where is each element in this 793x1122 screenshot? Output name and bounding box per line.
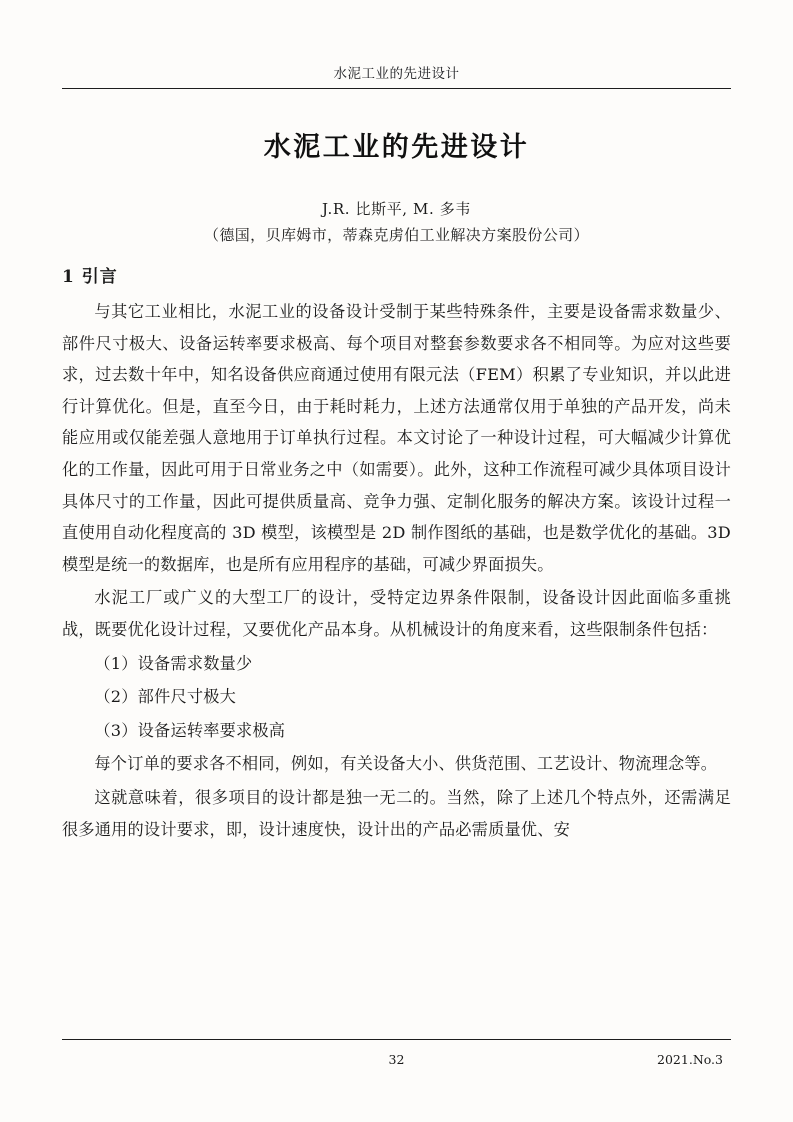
list-item: （3）设备运转率要求极高: [94, 720, 286, 740]
author-list: J.R. 比斯平, M. 多韦: [322, 200, 471, 218]
list-item: （2）部件尺寸极大: [94, 687, 236, 707]
paragraph: 水泥工厂或广义的大型工厂的设计，受特定边界条件限制，设备设计因此面临多重挑战，既要优化设计过程，又要优化产品本身。从机械设计的角度来看，这些限制条件包括：: [62, 588, 731, 639]
paragraph: 与其它工业相比，水泥工业的设备设计受制于某些特殊条件，主要是设备需求数量少、部件尺寸极大、设备运转率要求极高、每个项目对整套参数要求各不相同等。为应对这些要求，过去数十年中，知名设备供应商通过使用有限元法（FEM）积累了专业知识，并以此进行计算优化。但是，直至今日，由于耗时耗力，上述方法通常仅用于单独的产品开发，尚未能应用或仅能差强人意地用于订单执行过程。本文讨论了一种设计过程，可大幅减少计算优化的工作量，因此可用于日常业务之中（如需要）。此外，这种工作流程可减少具体项目设计具体尺寸的工作量，因此可提供质量高、竞争力强、定制化服务的解决方案。该设计过程一直使用自动化程度高的 3D 模型，该模型是 2D 制作图纸的基础，也是数学优化的基础。3D 模型是统一的数据库，也是所有应用程序的基础，可减少界面损失。: [62, 302, 731, 574]
issue-label: 2021.No.3: [657, 1052, 723, 1067]
running-head-rule: [62, 88, 731, 89]
page-content-area: [62, 0, 731, 1122]
paragraph: 每个订单的要求各不相同，例如，有关设备大小、供货范围、工艺设计、物流理念等。: [94, 754, 718, 774]
paragraph: 这就意味着，很多项目的设计都是独一无二的。当然，除了上述几个特点外，还需满足很多通用的设计要求，即，设计速度快，设计出的产品必需质量优、安: [62, 787, 731, 839]
author-affiliation: （德国，贝库姆市，蒂森克虏伯工业解决方案股份公司）: [203, 226, 589, 244]
page-footer: [62, 1052, 731, 1072]
running-head: 水泥工业的先进设计: [333, 66, 460, 82]
footer-rule: [62, 1039, 731, 1040]
list-item: （1）设备需求数量少: [94, 653, 253, 673]
body-text: [62, 296, 731, 847]
page-title: 水泥工业的先进设计: [263, 132, 530, 163]
section-heading: 1 引言: [62, 267, 118, 287]
page-number: 32: [388, 1052, 405, 1067]
